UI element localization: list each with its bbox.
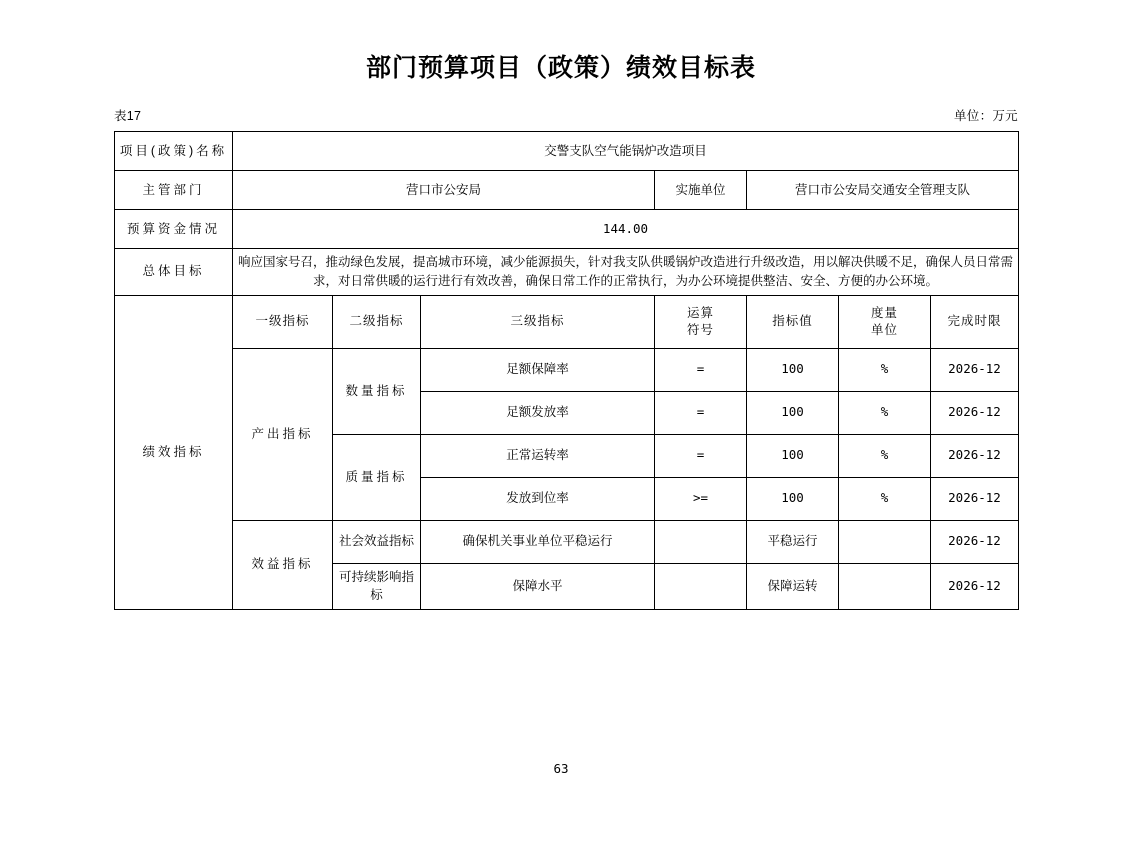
table-row-budget — [115, 210, 1019, 249]
page-number: 63 — [553, 761, 569, 776]
implement-unit-value: 营口市公安局交通安全管理支队 — [747, 171, 1019, 210]
indicator-value: 保障运转 — [747, 563, 839, 610]
table-row — [115, 520, 1019, 563]
performance-target-table — [114, 131, 1019, 610]
page-title: 部门预算项目（政策）绩效目标表 — [365, 53, 756, 82]
overall-goal-value: 响应国家号召，推动绿色发展，提高城市环境，减少能源损失，针对我支队供暖锅炉改造进行升级改造，用以解决供暖不足，确保人员日常需求，对日常供暖的运行进行有效改善，确保日常工作的正常执行，为办公环境提供整洁、安全、方便的办公环境。 — [233, 249, 1019, 296]
implement-unit-label: 实施单位 — [655, 171, 747, 210]
header-deadline: 完成时限 — [931, 295, 1019, 348]
operator-symbol: >= — [655, 477, 747, 520]
level3-indicator: 保障水平 — [421, 563, 655, 610]
operator-symbol: = — [655, 391, 747, 434]
level3-indicator: 发放到位率 — [421, 477, 655, 520]
level2-quantity: 数量指标 — [333, 348, 421, 434]
measure-unit: % — [839, 477, 931, 520]
budget-value: 144.00 — [233, 210, 1019, 249]
indicator-value: 100 — [747, 391, 839, 434]
header-measure-unit — [839, 295, 931, 348]
operator-symbol — [655, 563, 747, 610]
table-number: 表17 — [114, 109, 142, 123]
level1-output: 产出指标 — [233, 348, 333, 520]
level3-indicator: 足额保障率 — [421, 348, 655, 391]
level2-quality: 质量指标 — [333, 434, 421, 520]
table-row-overall-goal — [115, 249, 1019, 296]
department-value: 营口市公安局 — [233, 171, 655, 210]
header-operator — [655, 295, 747, 348]
deadline: 2026-12 — [931, 434, 1019, 477]
deadline: 2026-12 — [931, 391, 1019, 434]
table-row-project-name — [115, 132, 1019, 171]
level3-indicator: 足额发放率 — [421, 391, 655, 434]
header-level2: 二级指标 — [333, 295, 421, 348]
measure-unit — [839, 520, 931, 563]
header-operator-line2: 符号 — [686, 322, 714, 337]
deadline: 2026-12 — [931, 520, 1019, 563]
level3-indicator: 正常运转率 — [421, 434, 655, 477]
performance-indicator-label: 绩效指标 — [115, 295, 233, 610]
level2-social-benefit: 社会效益指标 — [333, 520, 421, 563]
indicator-value: 100 — [747, 477, 839, 520]
level3-indicator: 确保机关事业单位平稳运行 — [421, 520, 655, 563]
header-level3: 三级指标 — [421, 295, 655, 348]
header-measure-line2: 单位 — [870, 322, 898, 337]
project-name-label: 项目(政策)名称 — [115, 132, 233, 171]
indicator-value: 100 — [747, 434, 839, 477]
deadline: 2026-12 — [931, 348, 1019, 391]
operator-symbol — [655, 520, 747, 563]
measure-unit: % — [839, 391, 931, 434]
measure-unit — [839, 563, 931, 610]
level1-benefit: 效益指标 — [233, 520, 333, 610]
measure-unit: % — [839, 348, 931, 391]
operator-symbol: = — [655, 348, 747, 391]
deadline: 2026-12 — [931, 563, 1019, 610]
overall-goal-label: 总体目标 — [115, 249, 233, 296]
document-page — [0, 48, 1122, 841]
header-value: 指标值 — [747, 295, 839, 348]
header-level1: 一级指标 — [233, 295, 333, 348]
budget-label: 预算资金情况 — [115, 210, 233, 249]
header-measure-line1: 度量 — [870, 305, 898, 320]
header-operator-line1: 运算 — [686, 305, 714, 320]
meta-row — [114, 106, 1018, 124]
project-name-value: 交警支队空气能锅炉改造项目 — [233, 132, 1019, 171]
indicator-header-row — [115, 295, 1019, 348]
deadline: 2026-12 — [931, 477, 1019, 520]
unit-note: 单位：万元 — [953, 109, 1018, 123]
table-row — [115, 348, 1019, 391]
department-label: 主管部门 — [115, 171, 233, 210]
table-row-department — [115, 171, 1019, 210]
indicator-value: 平稳运行 — [747, 520, 839, 563]
level2-sustainable-impact: 可持续影响指标 — [333, 563, 421, 610]
indicator-value: 100 — [747, 348, 839, 391]
measure-unit: % — [839, 434, 931, 477]
operator-symbol: = — [655, 434, 747, 477]
